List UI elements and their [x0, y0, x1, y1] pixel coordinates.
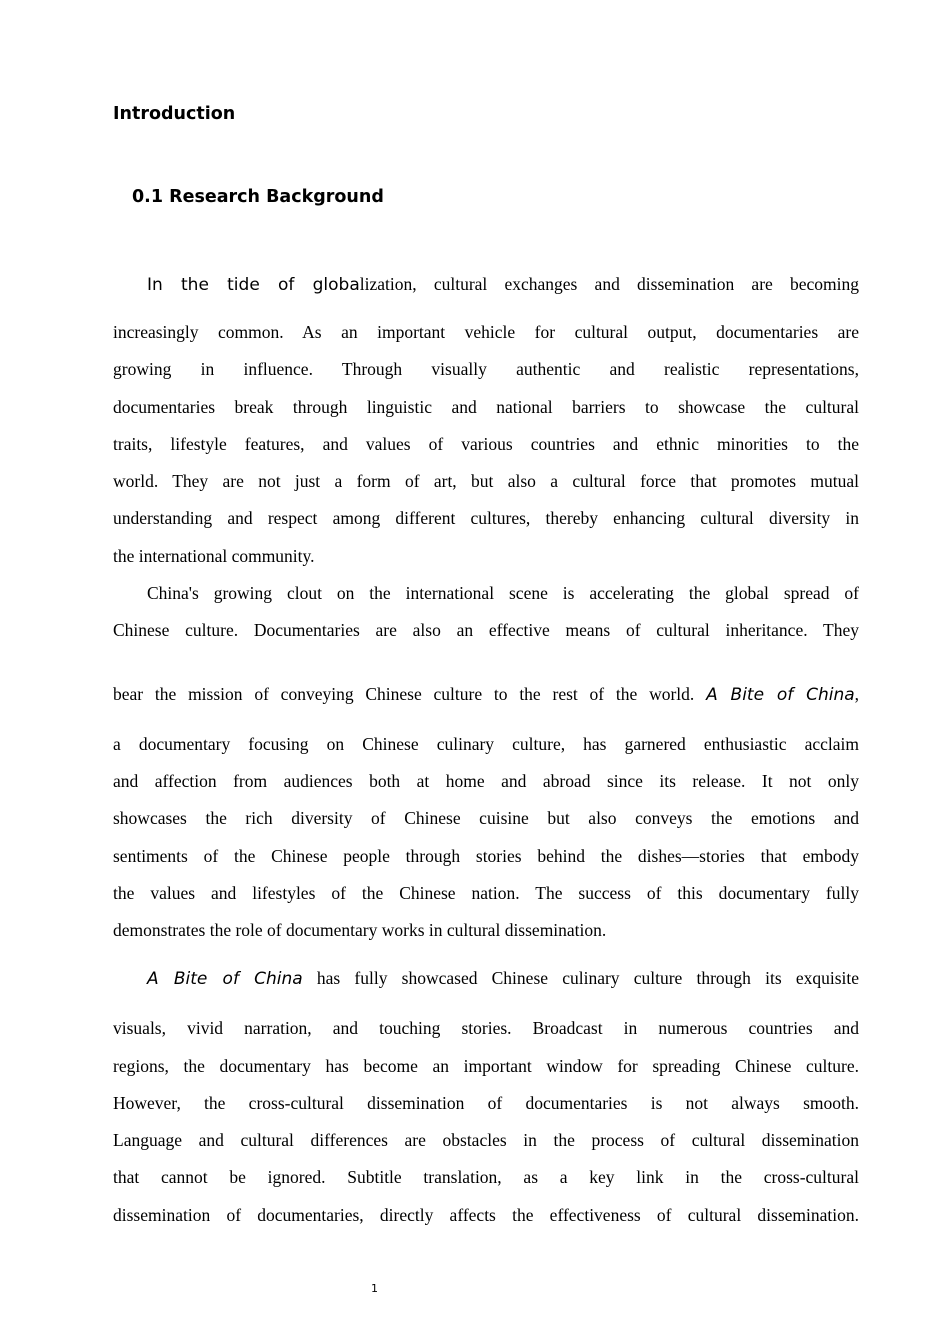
paragraph-line: China's growing clout on the international scene is accelerating the global spread of	[147, 583, 859, 603]
paragraph-3	[113, 960, 859, 1234]
paragraph-line: regions, the documentary has become an important window for spreading Chinese culture.	[113, 1055, 859, 1076]
paragraph-line: the international community.	[113, 545, 315, 566]
paragraph-line: A Bite of China has fully showcased Chinese culinary culture through its exquisite	[147, 968, 860, 989]
paragraph-line: the values and lifestyles of the Chinese nation. The success of this documentary fully	[113, 883, 859, 904]
paragraph-line: Chinese culture. Documentaries are also an effective means of cultural inheritance. They	[113, 620, 859, 641]
page-number: 1	[371, 1282, 378, 1295]
paragraph-line: documentaries break through linguistic and national barriers to showcase the cultural	[113, 396, 859, 417]
paragraph-line: demonstrates the role of documentary works in cultural dissemination.	[113, 920, 607, 941]
paragraph-line: showcases the rich diversity of Chinese cuisine but also conveys the emotions and	[113, 808, 859, 829]
paragraph-line: bear the mission of conveying Chinese culture to the rest of the world. A Bite of China,	[113, 683, 860, 705]
documentary-title: A Bite of China	[147, 969, 303, 989]
paragraph-line: understanding and respect among different cultures, thereby enhancing cultural diversity in	[113, 508, 859, 529]
paragraph-line: that cannot be ignored. Subtitle translation, as a key link in the cross-cultural	[113, 1167, 859, 1188]
paragraph-line: a documentary focusing on Chinese culinary culture, has garnered enthusiastic acclaim	[113, 733, 859, 754]
paragraph-line: Language and cultural differences are obstacles in the process of cultural dissemination	[113, 1130, 859, 1151]
paragraph-line: sentiments of the Chinese people through stories behind the dishes—stories that embody	[113, 845, 859, 866]
paragraph-line: world. They are not just a form of art, but also a cultural force that promotes mutual	[113, 471, 859, 492]
paragraph-line: visuals, vivid narration, and touching stories. Broadcast in numerous countries and	[113, 1018, 859, 1039]
paragraph-line: growing in influence. Through visually authentic and realistic representations,	[113, 359, 859, 380]
paragraph-line: traits, lifestyle features, and values of various countries and ethnic minorities to the	[113, 433, 859, 454]
paragraph-2	[113, 575, 859, 950]
paragraph-1	[113, 265, 859, 575]
section-heading: Introduction	[113, 104, 236, 124]
paragraph-line: dissemination of documentaries, directly affects the effectiveness of cultural dissemination.	[113, 1204, 859, 1225]
documentary-title: A Bite of China	[706, 684, 855, 705]
paragraph-line: In the tide of globalization, cultural exchanges and dissemination are becoming	[147, 274, 860, 295]
paragraph-line: increasingly common. As an important vehicle for cultural output, documentaries are	[113, 322, 859, 342]
subsection-heading: 0.1 Research Background	[132, 187, 384, 207]
paragraph-line: and affection from audiences both at home and abroad since its release. It not only	[113, 771, 859, 792]
paragraph-line: However, the cross-cultural dissemination of documentaries is not always smooth.	[113, 1092, 859, 1113]
